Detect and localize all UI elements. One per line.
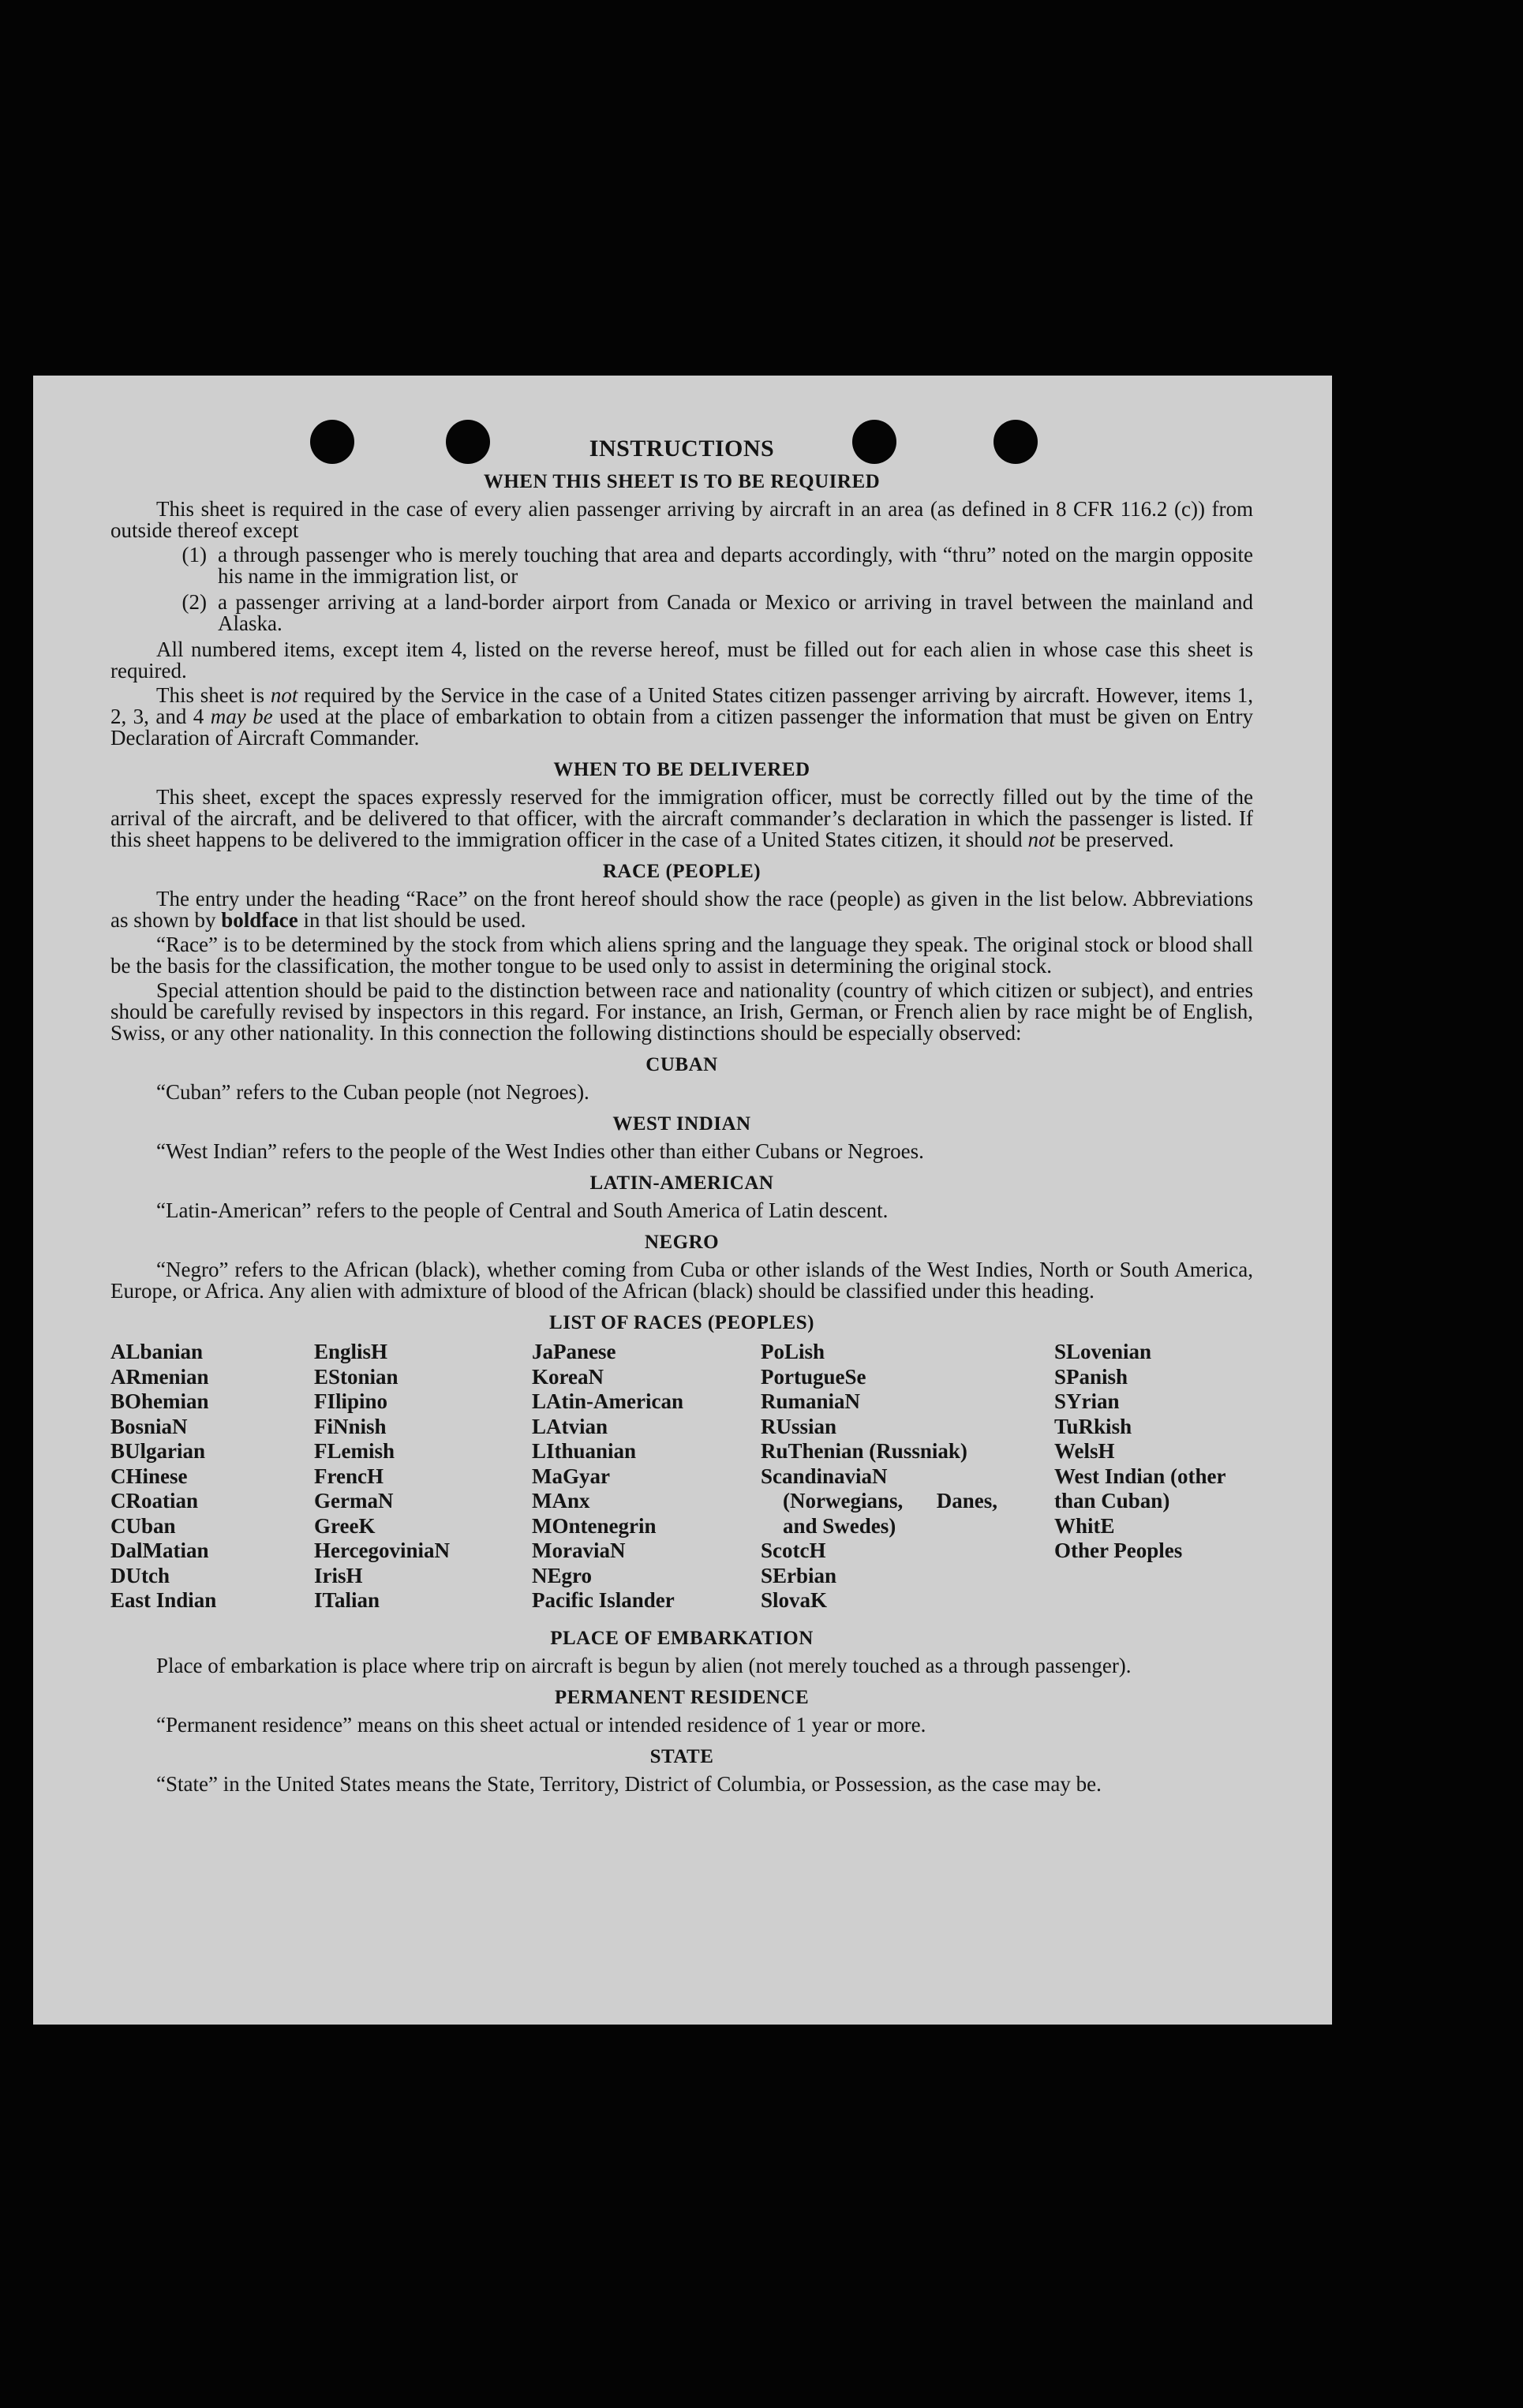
race-entry: FLemish [314, 1439, 395, 1463]
section-heading-race: RACE (PEOPLE) [602, 861, 762, 882]
race-entry: SErbian [761, 1563, 837, 1587]
paragraph: This sheet, except the spaces expressly reserved for the immigration officer, must be correctly filled out by the time of the arrival of the aircraft, and be delivered to that officer, with the aircraft commander’s declaration in which the passenger is listed. If this sheet happens to be delivered to the immigration officer in the case of a United States citizen, it should not be preserved. [110, 785, 1253, 851]
race-entry: Other Peoples [1054, 1539, 1183, 1562]
page-title: INSTRUCTIONS [589, 436, 775, 462]
race-entry: GreeK [314, 1513, 376, 1538]
section-heading-when-delivered: WHEN TO BE DELIVERED [553, 759, 810, 780]
race-entry: ARmenian [110, 1364, 209, 1389]
race-entry: West Indian (other than Cuban) [1054, 1464, 1226, 1512]
item-text: a through passenger who is merely touching that area and departs accordingly, with “thru” noted on the margin opposite his name in the immigration list, or [218, 543, 1253, 588]
race-entry: CRoatian [110, 1489, 199, 1512]
paragraph: This sheet is required in the case of every alien passenger arriving by aircraft in an area (as defined in 8 CFR 116.2 (c)) from outside thereof except [110, 497, 1253, 542]
instructions-content [110, 437, 1253, 1798]
paragraph: “West Indian” refers to the people of the West Indies other than either Cubans or Negroes. [156, 1139, 924, 1163]
race-entry: EnglisH [314, 1340, 388, 1363]
race-entry: ScandinaviaN (Norwegians, Danes, and Swedes) [761, 1464, 997, 1538]
race-entry: RuThenian (Russniak) [761, 1439, 967, 1463]
section-heading-latin-american: LATIN-AMERICAN [589, 1172, 774, 1194]
race-column [314, 1340, 450, 1613]
paragraph: “Permanent residence” means on this sheet actual or intended residence of 1 year or more. [156, 1713, 926, 1737]
race-entry: ALbanian [110, 1340, 204, 1363]
paragraph: Place of embarkation is place where trip on aircraft is begun by alien (not merely touched as a through passenger). [156, 1654, 1132, 1677]
item-number: (1) [181, 543, 207, 566]
race-entry: BOhemian [110, 1389, 209, 1413]
race-entry: LIthuanian [532, 1439, 637, 1463]
paragraph: All numbered items, except item 4, listed on the reverse hereof, must be filled out for each alien in whose case this sheet is required. [110, 638, 1253, 682]
race-entry: SlovaK [761, 1588, 828, 1612]
section-heading-embarkation: PLACE OF EMBARKATION [550, 1628, 814, 1649]
race-entry: EStonian [314, 1364, 399, 1389]
race-entry: GermaN [314, 1489, 394, 1512]
race-entry: DUtch [110, 1563, 170, 1587]
paragraph: “State” in the United States means the State, Territory, District of Columbia, or Possession, as the case may be. [156, 1772, 1102, 1796]
race-entry: LAtvian [532, 1414, 608, 1438]
race-entry: FIlipino [314, 1389, 388, 1413]
race-entry: KoreaN [532, 1364, 604, 1389]
race-list [110, 1340, 1253, 1617]
race-entry: HercegoviniaN [314, 1539, 450, 1562]
section-heading-cuban: CUBAN [645, 1054, 718, 1075]
section-heading-negro: NEGRO [644, 1232, 720, 1253]
section-heading-state: STATE [649, 1746, 714, 1767]
race-entry: MAnx [532, 1489, 590, 1512]
race-entry: PoLish [761, 1340, 825, 1363]
race-entry: Pacific Islander [532, 1588, 675, 1612]
race-entry: TuRkish [1054, 1414, 1132, 1438]
race-entry: LAtin-American [532, 1389, 683, 1413]
race-column [532, 1340, 683, 1613]
section-heading-list-of-races: LIST OF RACES (PEOPLES) [549, 1312, 814, 1333]
section-heading-west-indian: WEST INDIAN [612, 1113, 751, 1135]
list-item [110, 592, 1253, 634]
race-entry: ITalian [314, 1588, 380, 1612]
section-heading-permanent-residence: PERMANENT RESIDENCE [554, 1687, 810, 1708]
paragraph: “Latin-American” refers to the people of Central and South America of Latin descent. [156, 1198, 889, 1222]
race-entry: MoraviaN [532, 1539, 626, 1562]
race-entry: SPanish [1054, 1364, 1128, 1389]
race-entry: SYrian [1054, 1389, 1120, 1413]
race-column [761, 1340, 997, 1613]
race-entry: WelsH [1054, 1439, 1115, 1463]
paragraph: “Cuban” refers to the Cuban people (not Negroes). [156, 1080, 589, 1104]
race-entry: East Indian [110, 1588, 217, 1612]
race-entry: RumaniaN [761, 1389, 861, 1413]
paragraph: This sheet is not required by the Service in the case of a United States citizen passenger arriving by aircraft. However, items 1, 2, 3, and 4 may be used at the place of embarkation to obtain from a citizen passenger the information that must be given on Entry Declaration of Aircraft Commander. [110, 683, 1253, 750]
race-entry: JaPanese [532, 1340, 616, 1363]
paragraph: “Negro” refers to the African (black), whether coming from Cuba or other islands of the West Indies, North or South America, Europe, or Africa. Any alien with admixture of blood of the African (black) should be classified under this heading. [110, 1258, 1253, 1303]
section-heading-when-required: WHEN THIS SHEET IS TO BE REQUIRED [483, 471, 881, 492]
item-text: a passenger arriving at a land-border airport from Canada or Mexico or arriving in travel between the mainland and Alaska. [218, 590, 1253, 635]
race-entry: CUban [110, 1513, 176, 1538]
race-entry: ScotcH [761, 1539, 826, 1562]
document-sheet [33, 376, 1332, 2025]
list-item [110, 544, 1253, 587]
race-entry: CHinese [110, 1464, 188, 1488]
race-column [110, 1340, 216, 1613]
race-entry: BUlgarian [110, 1439, 206, 1463]
paragraph: Special attention should be paid to the distinction between race and nationality (country of which citizen or subject), and entries should be carefully revised by inspectors in this regard. For instance, an Irish, German, or French alien by race might be of English, Swiss, or any other nationality. In this connection the following distinctions should be especially observed: [110, 978, 1253, 1045]
race-entry: IrisH [314, 1563, 363, 1587]
race-entry: FiNnish [314, 1414, 387, 1438]
race-entry: MaGyar [532, 1464, 610, 1488]
race-entry: NEgro [532, 1563, 593, 1587]
race-entry: WhitE [1054, 1513, 1115, 1538]
race-column [1054, 1340, 1261, 1564]
race-entry: BosniaN [110, 1414, 188, 1438]
paragraph: The entry under the heading “Race” on the front hereof should show the race (people) as given in the list below. Abbreviations as shown by boldface in that list should be used. [110, 887, 1253, 932]
paragraph: “Race” is to be determined by the stock from which aliens spring and the language they speak. The original stock or blood shall be the basis for the classification, the mother tongue to be used only to assist in determining the original stock. [110, 933, 1253, 978]
race-entry: RUssian [761, 1414, 837, 1438]
item-number: (2) [181, 590, 207, 614]
race-entry: PortugueSe [761, 1364, 866, 1389]
race-entry: SLovenian [1054, 1340, 1152, 1363]
race-entry: DalMatian [110, 1539, 209, 1562]
race-entry: FrencH [314, 1464, 384, 1488]
race-entry: MOntenegrin [532, 1513, 657, 1538]
